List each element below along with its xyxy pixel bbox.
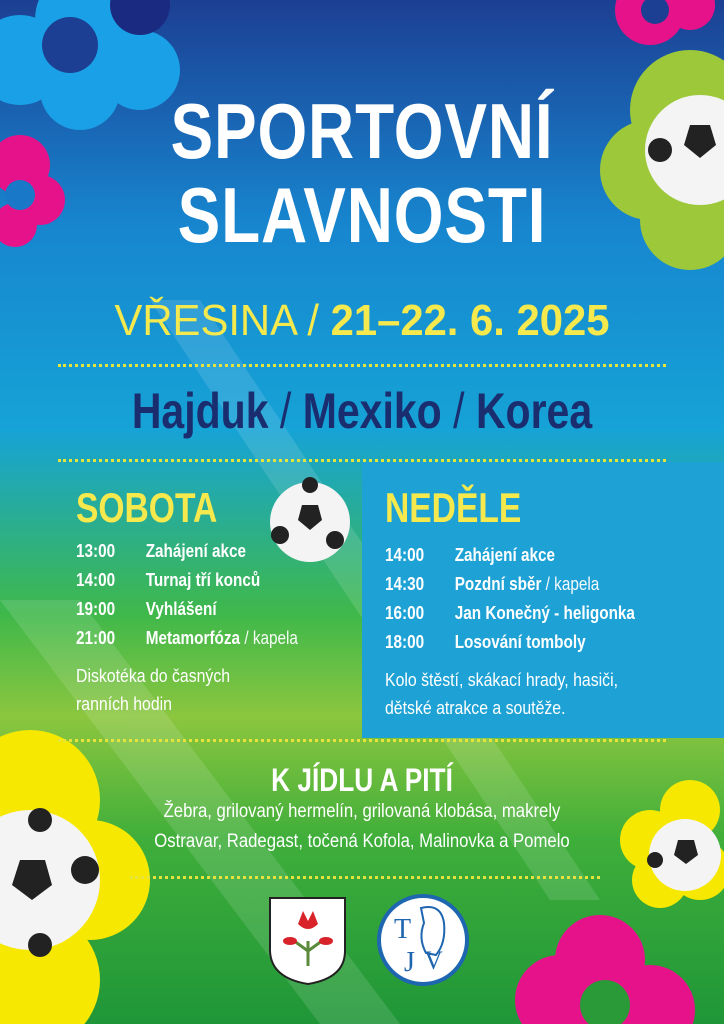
- sunday-heading: NEDĚLE: [385, 484, 522, 531]
- time: 18:00: [385, 632, 425, 652]
- separator: /: [307, 296, 319, 345]
- food-heading: K JÍDLU A PITÍ: [271, 762, 453, 798]
- village-coat-of-arms-logo: [268, 896, 348, 986]
- event-suffix: / kapela: [240, 628, 298, 648]
- time: 16:00: [385, 603, 425, 623]
- svg-text:J: J: [404, 947, 415, 978]
- divider: [58, 364, 666, 367]
- saturday-heading: SOBOTA: [76, 484, 218, 531]
- time: 19:00: [76, 599, 116, 619]
- schedule-row: [385, 632, 586, 653]
- svg-text:T: T: [394, 914, 412, 945]
- schedule-row: [76, 541, 246, 562]
- divider: [130, 876, 600, 879]
- sunday-note: [385, 666, 618, 722]
- drinks-line: Ostravar, Radegast, točená Kofola, Malinovka a Pomelo: [154, 831, 570, 852]
- schedule-row: [76, 599, 217, 620]
- time: 14:00: [385, 545, 425, 565]
- event: Jan Konečný - heligonka: [454, 603, 635, 623]
- event: Zahájení akce: [145, 541, 247, 561]
- dates: 21–22. 6. 2025: [330, 296, 610, 345]
- team: Mexiko: [302, 383, 442, 439]
- note-line: Kolo štěstí, skákací hrady, hasiči,: [385, 670, 619, 690]
- event: Turnaj tří konců: [145, 570, 261, 590]
- tj-vresina-club-logo: [376, 893, 470, 987]
- event: Metamorfóza: [145, 628, 241, 648]
- time: 14:30: [385, 574, 425, 594]
- time: 14:00: [76, 570, 116, 590]
- divider: [58, 739, 666, 742]
- schedule-row: [76, 628, 298, 649]
- schedule-row: [385, 603, 635, 624]
- time: 21:00: [76, 628, 116, 648]
- teams: Hajduk / Mexiko / Korea: [131, 383, 593, 439]
- saturday-note: [76, 662, 230, 718]
- food-line: Žebra, grilovaný hermelín, grilovaná klobása, makrely: [163, 801, 561, 822]
- place-and-date: [18, 296, 706, 346]
- event: Vyhlášení: [145, 599, 217, 619]
- team: Hajduk: [131, 383, 269, 439]
- schedule-row: [385, 545, 555, 566]
- team: Korea: [475, 383, 593, 439]
- event: Losování tomboly: [454, 632, 586, 652]
- title-line-1: SPORTOVNÍ: [170, 87, 554, 175]
- note-line: Diskotéka do časných: [76, 666, 231, 686]
- title-line-2: SLAVNOSTI: [177, 171, 547, 259]
- note-line: ranních hodin: [76, 694, 173, 714]
- event: Zahájení akce: [454, 545, 556, 565]
- place: VŘESINA: [114, 296, 296, 345]
- schedule-row: [385, 574, 599, 595]
- event-suffix: / kapela: [541, 574, 600, 594]
- time: 13:00: [76, 541, 116, 561]
- schedule-row: [76, 570, 260, 591]
- note-line: dětské atrakce a soutěže.: [385, 698, 566, 718]
- svg-text:V: V: [424, 946, 443, 975]
- event: Pozdní sběr: [454, 574, 542, 594]
